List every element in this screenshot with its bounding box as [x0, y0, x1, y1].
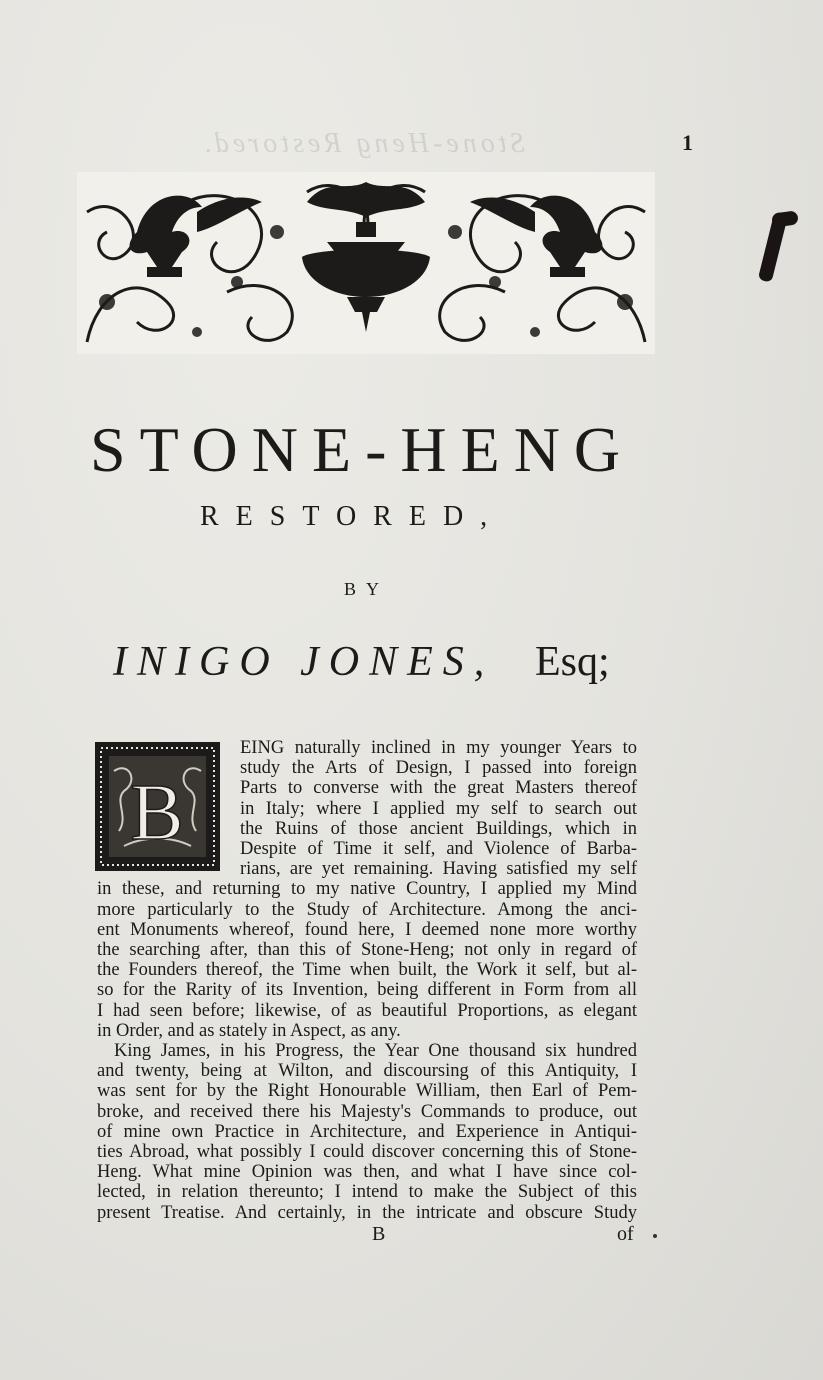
body-line: study the Arts of Design, I passed into foreign	[240, 758, 637, 779]
book-subtitle: RESTORED,	[200, 501, 505, 532]
body-line: Heng. What mine Opinion was then, and what I have since col-	[97, 1162, 637, 1183]
body-line: was sent for by the Right Honourable William, then Earl of Pem-	[97, 1081, 637, 1102]
body-line: ties Abroad, what possibly I could discover concerning this of Stone-	[97, 1142, 637, 1162]
by-line: BY	[344, 579, 390, 599]
author-name: INIGO JONES,	[113, 639, 495, 685]
body-line: of mine own Practice in Architecture, and Experience in Antiqui-	[97, 1121, 637, 1142]
body-line: EING naturally inclined in my younger Years to	[240, 738, 637, 758]
author-suffix: Esq;	[535, 639, 610, 685]
catchword: of	[617, 1223, 634, 1245]
body-line: in these, and returning to my native Country, I applied my Mind	[97, 879, 637, 900]
body-line: lected, in relation thereunto; I intend to make the Subject of this	[97, 1182, 637, 1203]
body-line: and twenty, being at Wilton, and discoursing of this Antiquity, I	[97, 1061, 637, 1082]
show-through-text: Stone-Heng Restored.	[200, 128, 525, 159]
signature-mark: B	[372, 1223, 386, 1245]
headpiece-ornament	[77, 172, 655, 354]
body-line: in Order, and as stately in Aspect, as any.	[97, 1020, 401, 1041]
book-title: STONE-HENG	[90, 414, 635, 485]
body-line: more particularly to the Study of Architecture. Among the anci-	[97, 899, 637, 920]
body-line: present Treatise. And certainly, in the intricate and obscure Study	[97, 1202, 637, 1223]
body-line: broke, and received there his Majesty's Commands to produce, out	[97, 1101, 637, 1122]
drop-cap-ornament	[94, 741, 221, 872]
body-line: so for the Rarity of its Invention, being different in Form from all	[97, 980, 637, 1001]
body-line: the Founders thereof, the Time when built, the Work it self, but al-	[97, 960, 637, 981]
ink-blot-top	[771, 210, 799, 227]
body-line: I had seen before; likewise, of as beautiful Proportions, as elegant	[97, 1000, 637, 1021]
body-line: in Italy; where I applied my self to search out	[240, 798, 637, 819]
body-line: ent Monuments whereof, found here, I deemed none more worthy	[97, 919, 637, 940]
body-line: the Ruins of those ancient Buildings, which in	[240, 818, 637, 839]
body-line: King James, in his Progress, the Year One thousand six hundred	[114, 1041, 637, 1061]
body-line: the searching after, than this of Stone-Heng; not only in regard of	[97, 940, 637, 960]
body-line: Despite of Time it self, and Violence of Barba-	[240, 839, 637, 859]
ink-speck	[653, 1234, 657, 1238]
body-line: rians, are yet remaining. Having satisfied my self	[240, 859, 637, 880]
svg-text:B: B	[130, 769, 184, 857]
body-line: Parts to converse with the great Masters thereof	[240, 778, 637, 799]
page-number: 1	[682, 130, 693, 155]
